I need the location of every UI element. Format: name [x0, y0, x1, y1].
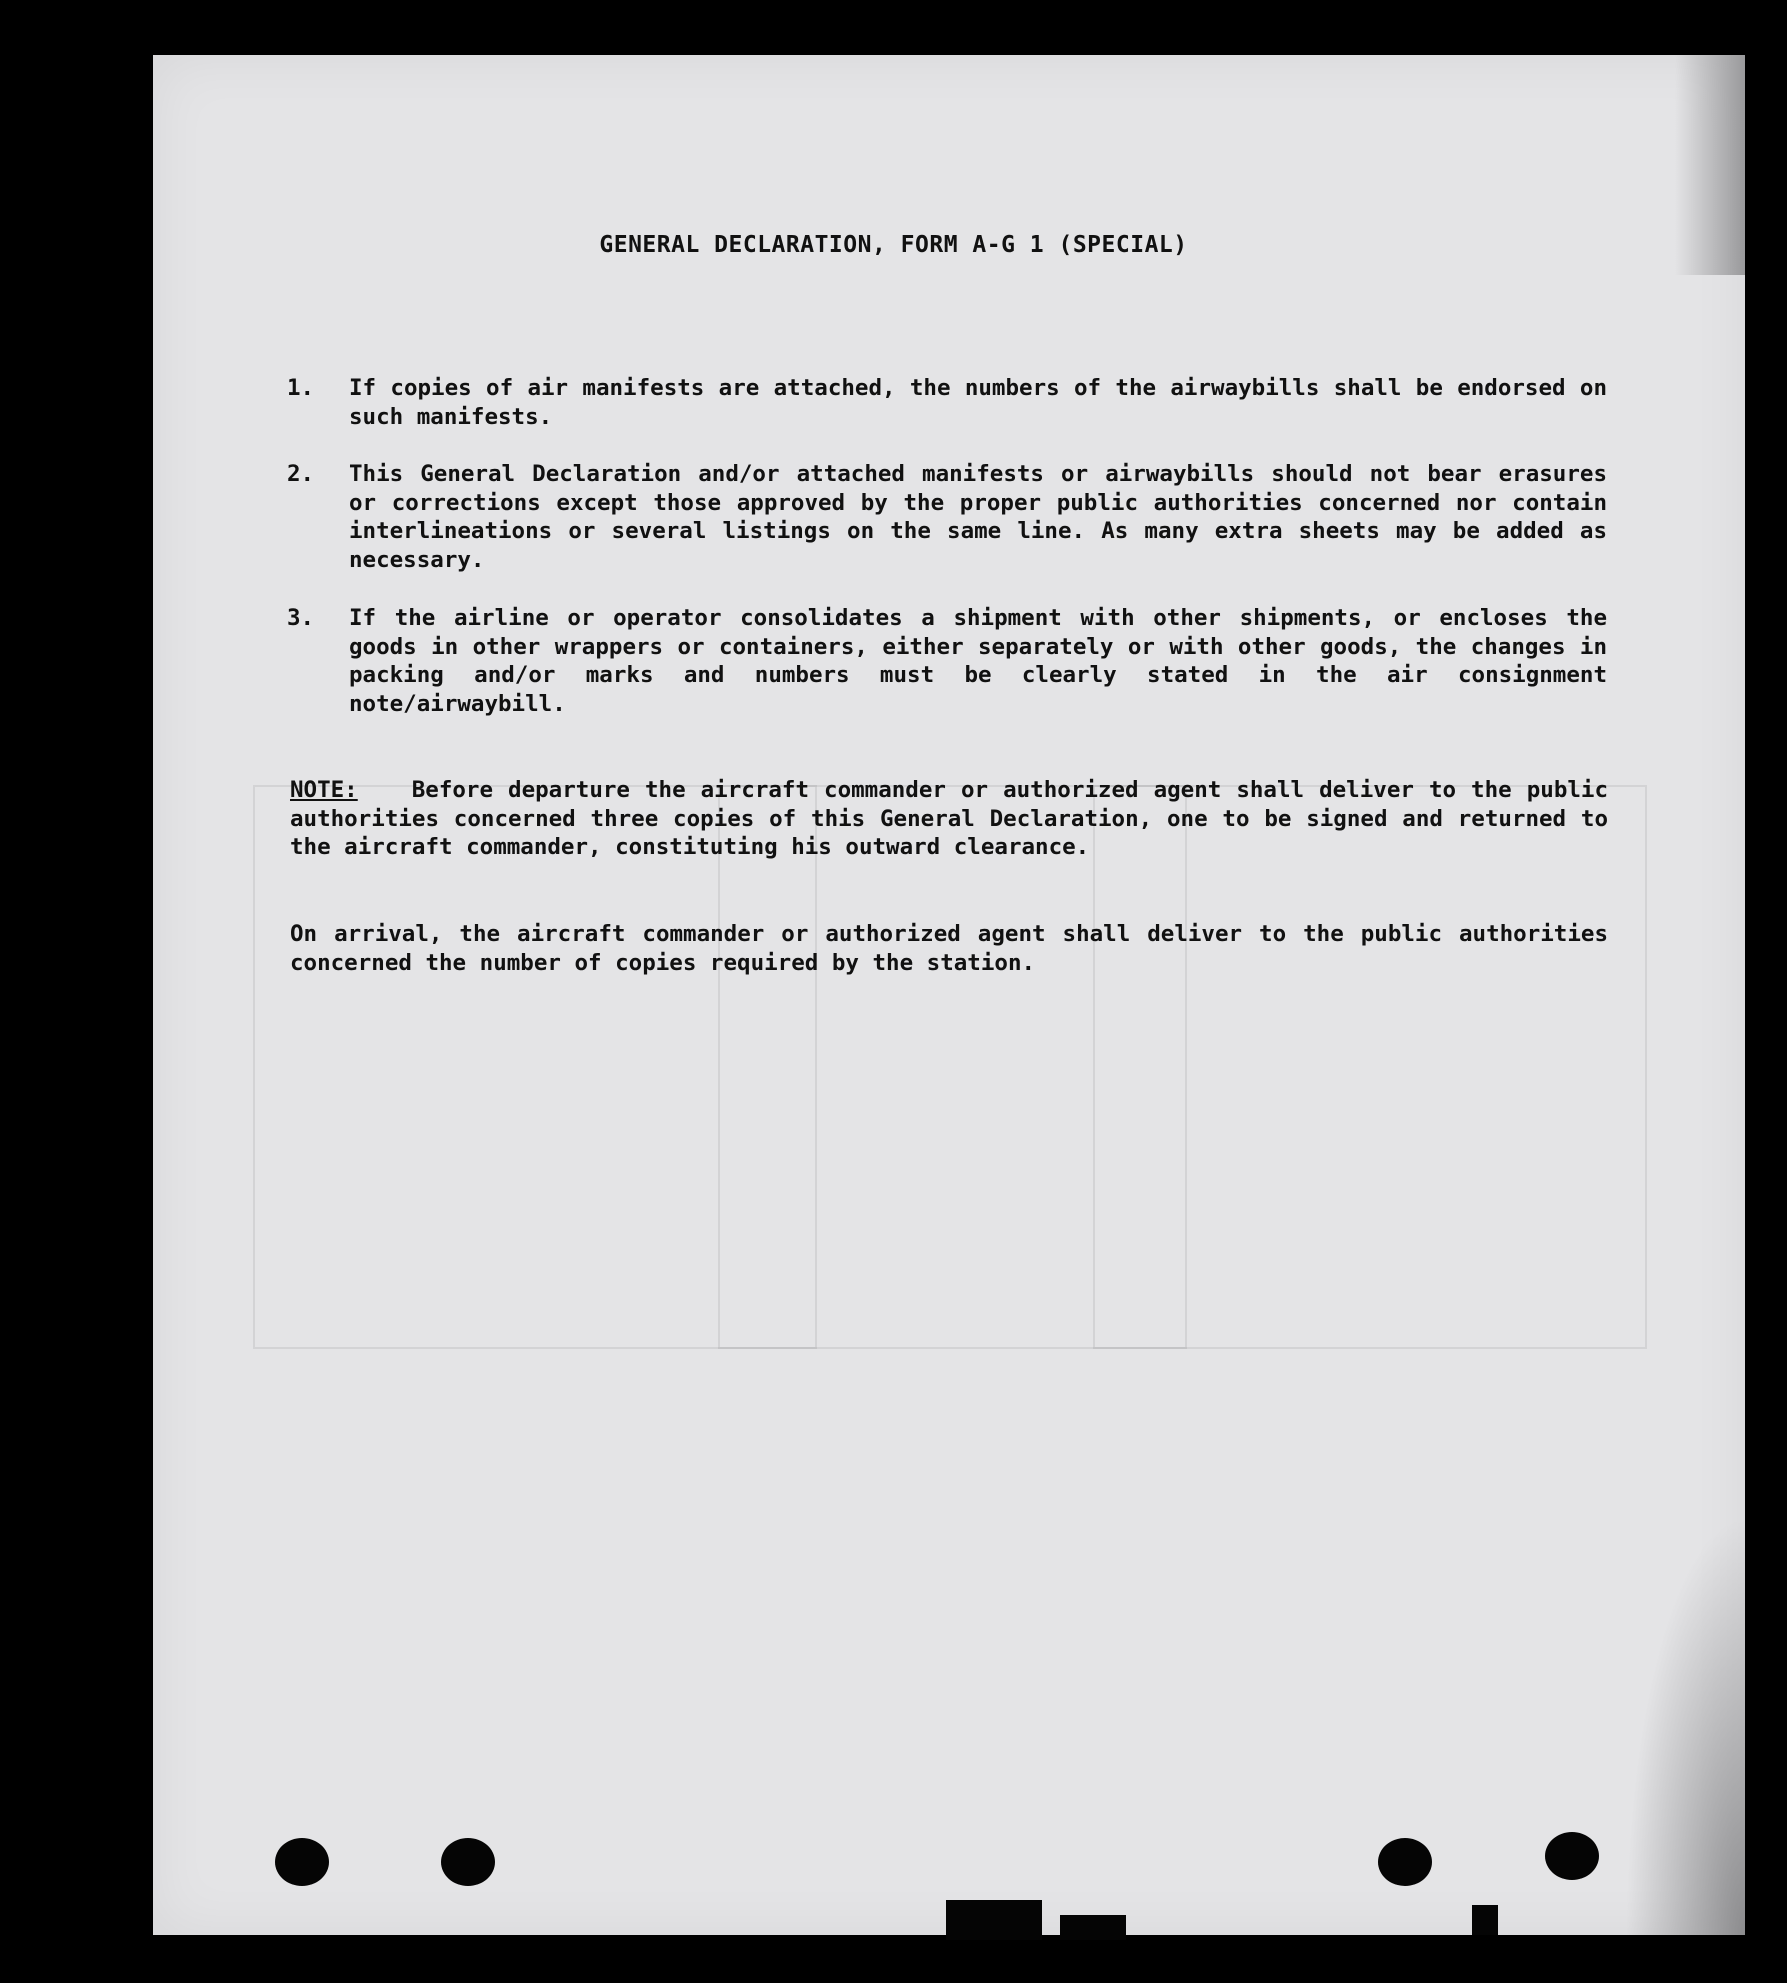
item-text: This General Declaration and/or attached manifests or airwaybills should not bear erasures or corrections except those approved by the proper public authorities concerned nor contain interlineations or several listings on the same line. As many extra sheets may be added as necessary. [349, 461, 1607, 573]
item-number: 3. [287, 605, 315, 631]
punch-hole [1378, 1838, 1432, 1886]
bleed-through-column [718, 785, 817, 1349]
punch-hole [275, 1838, 329, 1886]
item-number: 2. [287, 461, 315, 487]
item-number: 1. [287, 375, 315, 401]
note-text: Before departure the aircraft commander or authorized agent shall deliver to the public authorities concerned three copies of this General Declaration, one to be signed and returned to the aircraft commander, constituting his outward clearance. [290, 777, 1608, 860]
binding-tab [1472, 1905, 1498, 1935]
bleed-through-column [1093, 785, 1187, 1349]
arrival-paragraph: On arrival, the aircraft commander or authorized agent shall deliver to the public authorities concerned the number of copies required by the station. [290, 921, 1608, 976]
page-corner-shadow-bottom [1625, 1515, 1745, 1935]
punch-hole [441, 1838, 495, 1886]
item-text: If the airline or operator consolidates a shipment with other shipments, or encloses the goods in other wrappers or containers, either separately or with other goods, the changes in packing and/or marks and numbers must be clearly stated in the air consignment note/airwaybill. [349, 605, 1607, 717]
note-label: NOTE: [290, 777, 358, 803]
document-sheet [153, 55, 1745, 1935]
binding-tab [1060, 1915, 1126, 1940]
document-title: GENERAL DECLARATION, FORM A-G 1 (SPECIAL) [599, 232, 1188, 258]
item-text: If copies of air manifests are attached, the numbers of the airwaybills shall be endorsed on such manifests. [349, 375, 1607, 430]
note-paragraph [290, 776, 1608, 862]
punch-hole [1545, 1832, 1599, 1880]
binding-tab [946, 1900, 1042, 1940]
bleed-through-table [253, 785, 1647, 1349]
